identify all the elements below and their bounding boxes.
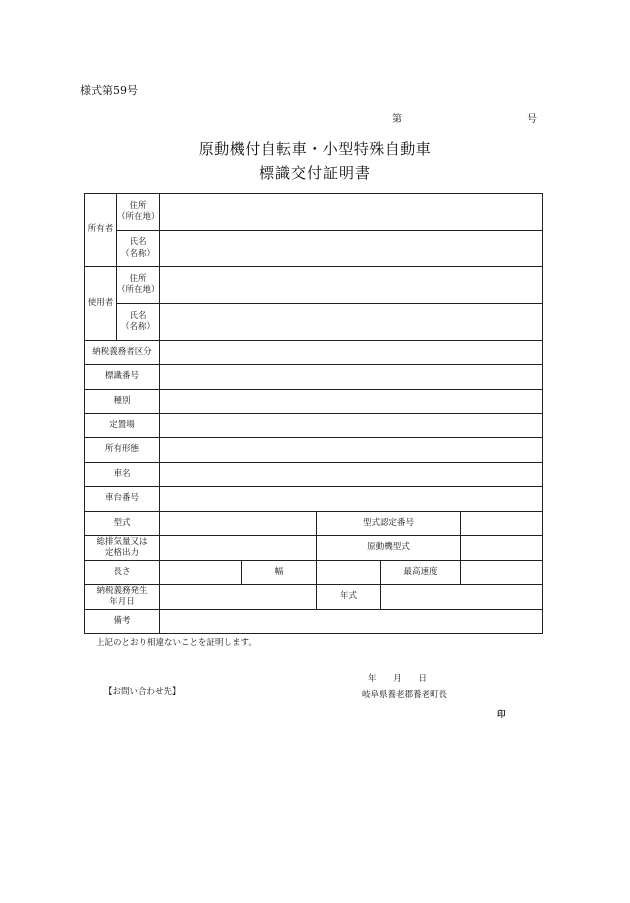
vehicle-type-row — [85, 390, 543, 414]
vehicle-name-row — [85, 463, 543, 487]
address-label-line2: （所在地） — [117, 285, 160, 295]
remarks-label: 備考 — [85, 610, 160, 634]
dimensions-row — [85, 561, 543, 585]
displacement-label-line1: 総排気量又は — [96, 536, 148, 547]
user-group-label: 使用者 — [85, 267, 117, 341]
form-number: 様式第59号 — [80, 84, 138, 97]
model-year-label: 年式 — [317, 585, 381, 610]
tax-date-row — [85, 585, 543, 610]
remarks-field[interactable] — [160, 610, 543, 634]
chassis-number-field[interactable] — [160, 487, 543, 512]
owner-address-label — [117, 194, 160, 231]
remarks-row — [85, 610, 543, 634]
owner-address-row — [85, 194, 543, 231]
issuer-name: 岐阜県養老郡養老町長 — [362, 690, 448, 700]
engine-model-field[interactable] — [461, 536, 543, 561]
vehicle-type-field[interactable] — [160, 390, 543, 414]
certification-statement: 上記のとおり相違ないことを証明します。 — [96, 638, 257, 648]
taxpayer-class-row — [85, 341, 543, 365]
model-label: 型式 — [85, 512, 160, 536]
max-speed-field[interactable] — [461, 561, 543, 585]
document-title-line1: 原動機付自転車・小型特殊自動車 — [198, 140, 432, 158]
displacement-field[interactable] — [160, 536, 317, 561]
ownership-form-label: 所有形態 — [85, 438, 160, 463]
address-label-line1: 住所 — [129, 200, 147, 211]
width-label: 幅 — [242, 561, 317, 585]
owner-group-label: 所有者 — [85, 194, 117, 267]
storage-place-field[interactable] — [160, 414, 543, 438]
user-name-row — [85, 304, 543, 341]
name-label-line1: 氏名 — [129, 237, 147, 248]
number-prefix: 第 — [392, 114, 402, 125]
address-label-line2: （所在地） — [117, 212, 160, 222]
contact-label: 【お問い合わせ先】 — [104, 687, 181, 697]
model-row — [85, 512, 543, 536]
document-title-line2: 標識交付証明書 — [258, 164, 371, 182]
tax-date-label — [85, 585, 160, 610]
plate-number-field[interactable] — [160, 365, 543, 390]
tax-date-label-line2: 年月日 — [109, 597, 135, 607]
model-year-field[interactable] — [381, 585, 543, 610]
taxpayer-class-label: 納税義務者区分 — [85, 341, 160, 365]
name-label-line2: （名称） — [120, 248, 155, 259]
taxpayer-class-field[interactable] — [160, 341, 543, 365]
model-cert-number-label: 型式認定番号 — [317, 512, 461, 536]
owner-name-label — [117, 231, 160, 267]
storage-place-label: 定置場 — [85, 414, 160, 438]
chassis-number-label: 車台番号 — [85, 487, 160, 512]
max-speed-label: 最高速度 — [381, 561, 461, 585]
storage-place-row — [85, 414, 543, 438]
name-label-line1: 氏名 — [129, 310, 147, 321]
issue-date: 年 月 日 — [368, 674, 427, 684]
tax-date-field[interactable] — [160, 585, 317, 610]
address-label-line1: 住所 — [129, 273, 147, 284]
user-address-field[interactable] — [160, 267, 543, 304]
width-field[interactable] — [317, 561, 381, 585]
owner-name-row — [85, 231, 543, 267]
ownership-form-row — [85, 438, 543, 463]
name-label-line2: （名称） — [120, 322, 155, 332]
length-field[interactable] — [160, 561, 242, 585]
vehicle-type-label: 種別 — [85, 390, 160, 414]
length-label: 長さ — [85, 561, 160, 585]
engine-model-label: 原動機型式 — [317, 536, 461, 561]
plate-number-row — [85, 365, 543, 390]
owner-name-field[interactable] — [160, 231, 543, 267]
seal-mark: 印 — [497, 710, 506, 720]
number-suffix: 号 — [527, 114, 537, 125]
displacement-label-line2: 定格出力 — [104, 548, 139, 558]
displacement-row — [85, 536, 543, 561]
tax-date-label-line1: 納税義務発生 — [96, 585, 148, 596]
owner-address-field[interactable] — [160, 194, 543, 231]
model-field[interactable] — [160, 512, 317, 536]
ownership-form-field[interactable] — [160, 438, 543, 463]
model-cert-number-field[interactable] — [461, 512, 543, 536]
chassis-number-row — [85, 487, 543, 512]
user-address-row — [85, 267, 543, 304]
vehicle-name-field[interactable] — [160, 463, 543, 487]
user-address-label — [117, 267, 160, 304]
certificate-form-table — [84, 193, 543, 634]
displacement-label — [85, 536, 160, 561]
user-name-field[interactable] — [160, 304, 543, 341]
plate-number-label: 標識番号 — [85, 365, 160, 390]
user-name-label — [117, 304, 160, 341]
vehicle-name-label: 車名 — [85, 463, 160, 487]
